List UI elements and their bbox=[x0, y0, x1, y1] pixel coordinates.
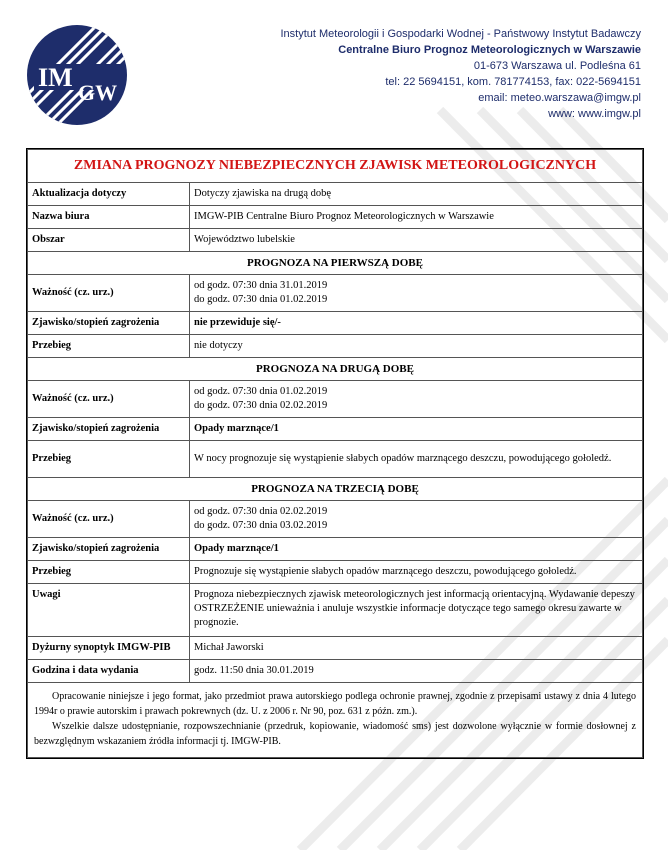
institute-header bbox=[221, 26, 641, 122]
forecast-table bbox=[27, 149, 643, 758]
www-line: www: www.imgw.pl bbox=[548, 108, 641, 120]
table-row bbox=[28, 561, 643, 584]
validity-value bbox=[190, 275, 643, 312]
phenomenon-value: Opady marznące/1 bbox=[190, 418, 643, 441]
course-value: W nocy prognozuje się wystąpienie słabych opadów marznącego deszczu, powodującego gołoledź. bbox=[190, 441, 643, 478]
address: 01-673 Warszawa ul. Podleśna 61 bbox=[473, 60, 641, 72]
issued-label: Godzina i data wydania bbox=[28, 660, 190, 683]
copyright-paragraph-2: Wszelkie dalsze udostępnianie, rozpowszechnianie (przedruk, kopiowanie, wiadomość sms) jest dozwolone wyłącznie w formie dosłownej z bezwzględnym wskazaniem źródła informacji tj. IMGW-PIB. bbox=[34, 721, 636, 747]
table-row bbox=[28, 381, 643, 418]
office-name: Centralne Biuro Prognoz Meteorologicznych w Warszawie bbox=[338, 44, 641, 56]
institute-name: Instytut Meteorologii i Gospodarki Wodnej - Państwowy Instytut Badawczy bbox=[280, 28, 641, 40]
table-row bbox=[28, 637, 643, 660]
validity-from: od godz. 07:30 dnia 31.01.2019 bbox=[194, 280, 328, 291]
forecaster-label: Dyżurny synoptyk IMGW-PIB bbox=[28, 637, 190, 660]
email-line: email: meteo.warszawa@imgw.pl bbox=[478, 92, 641, 104]
validity-value bbox=[190, 501, 643, 538]
table-row bbox=[28, 229, 643, 252]
section-title-day2: PROGNOZA NA DRUGĄ DOBĘ bbox=[28, 358, 643, 381]
issued-value: godz. 11:50 dnia 30.01.2019 bbox=[190, 660, 643, 683]
validity-from: od godz. 07:30 dnia 02.02.2019 bbox=[194, 506, 328, 517]
table-row bbox=[28, 275, 643, 312]
table-row bbox=[28, 183, 643, 206]
table-row bbox=[28, 312, 643, 335]
copyright-notice bbox=[28, 683, 643, 758]
validity-from: od godz. 07:30 dnia 01.02.2019 bbox=[194, 386, 328, 397]
table-row bbox=[28, 584, 643, 637]
table-row bbox=[28, 418, 643, 441]
section-title-day1: PROGNOZA NA PIERWSZĄ DOBĘ bbox=[28, 252, 643, 275]
area-value: Województwo lubelskie bbox=[190, 229, 643, 252]
office-value: IMGW-PIB Centralne Biuro Prognoz Meteorologicznych w Warszawie bbox=[190, 206, 643, 229]
forecast-document bbox=[26, 148, 644, 759]
table-row bbox=[28, 335, 643, 358]
course-value: Prognozuje się wystąpienie słabych opadów marznącego deszczu, powodującego gołoledź. bbox=[190, 561, 643, 584]
course-label: Przebieg bbox=[28, 335, 190, 358]
table-row bbox=[28, 538, 643, 561]
logo-text-bottom: GW bbox=[78, 80, 118, 105]
logo-text-top: IM bbox=[38, 63, 73, 92]
validity-to: do godz. 07:30 dnia 01.02.2019 bbox=[194, 294, 328, 305]
office-label: Nazwa biura bbox=[28, 206, 190, 229]
forecaster-value: Michał Jaworski bbox=[190, 637, 643, 660]
table-row bbox=[28, 660, 643, 683]
course-value: nie dotyczy bbox=[190, 335, 643, 358]
phenomenon-label: Zjawisko/stopień zagrożenia bbox=[28, 418, 190, 441]
validity-label: Ważność (cz. urz.) bbox=[28, 381, 190, 418]
remarks-value: Prognoza niebezpiecznych zjawisk meteorologicznych jest informacją orientacyjną. Wydawanie depeszy OSTRZEŻENIE unieważnia i anuluje wszystkie informacje dotyczące tego samego okresu zawarte w prognozie. bbox=[190, 584, 643, 637]
validity-label: Ważność (cz. urz.) bbox=[28, 501, 190, 538]
course-label: Przebieg bbox=[28, 561, 190, 584]
phenomenon-label: Zjawisko/stopień zagrożenia bbox=[28, 312, 190, 335]
course-label: Przebieg bbox=[28, 441, 190, 478]
copyright-paragraph-1: Opracowanie niniejsze i jego format, jako przedmiot prawa autorskiego podlega ochronie prawnej, zgodnie z przepisami ustawy z dnia 4 lutego 1994r o prawie autorskim i prawach pokrewnych (dz. U. z 2006 r. Nr 90, poz. 631 z późn. zm.). bbox=[34, 691, 636, 717]
validity-value bbox=[190, 381, 643, 418]
validity-to: do godz. 07:30 dnia 03.02.2019 bbox=[194, 520, 328, 531]
update-label: Aktualizacja dotyczy bbox=[28, 183, 190, 206]
table-row bbox=[28, 501, 643, 538]
remarks-label: Uwagi bbox=[28, 584, 190, 637]
phenomenon-label: Zjawisko/stopień zagrożenia bbox=[28, 538, 190, 561]
phenomenon-value: nie przewiduje się/- bbox=[190, 312, 643, 335]
table-row bbox=[28, 441, 643, 478]
phenomenon-value: Opady marznące/1 bbox=[190, 538, 643, 561]
area-label: Obszar bbox=[28, 229, 190, 252]
phone-line: tel: 22 5694151, kom. 781774153, fax: 022-5694151 bbox=[385, 76, 641, 88]
section-title-day3: PROGNOZA NA TRZECIĄ DOBĘ bbox=[28, 478, 643, 501]
document-title: ZMIANA PROGNOZY NIEBEZPIECZNYCH ZJAWISK METEOROLOGICZNYCH bbox=[28, 150, 643, 183]
validity-label: Ważność (cz. urz.) bbox=[28, 275, 190, 312]
update-value: Dotyczy zjawiska na drugą dobę bbox=[190, 183, 643, 206]
imgw-logo bbox=[26, 24, 128, 126]
validity-to: do godz. 07:30 dnia 02.02.2019 bbox=[194, 400, 328, 411]
table-row bbox=[28, 206, 643, 229]
